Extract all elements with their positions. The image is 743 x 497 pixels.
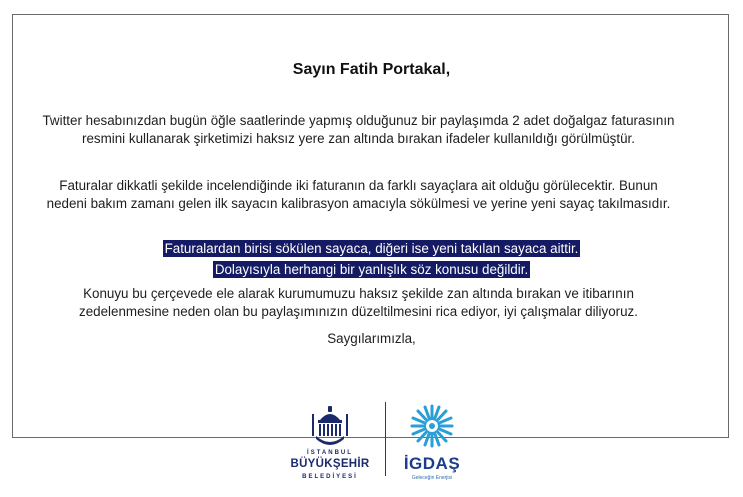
highlight-text-1: Faturalardan birisi sökülen sayaca, diğeri ise yeni takılan sayaca aittir. [164, 241, 579, 256]
ibb-logo-bottom-text: BELEDİYESİ [302, 474, 358, 480]
igdas-tagline-text: Geleceğin Enerjisi [411, 475, 453, 481]
ibb-emblem-icon [282, 404, 378, 450]
letter-paragraph-2: Faturalar dikkatli şekilde incelendiğinde iki faturanın da farklı sayaçlara ait olduğu görülecektir. Bunun nedeni bakım zamanı gelen ilk sayacın kalibrasyon amacıyla sökülmesi ve yerine yeni sayaç takılmasıdır. [46, 178, 671, 211]
highlight-text-2: Dolayısıyla herhangi bir yanlışlık söz konusu değildir. [214, 262, 529, 277]
logo-footer [0, 398, 743, 490]
igdas-logo [396, 402, 468, 486]
ibb-logo-main-text: BÜYÜKŞEHİR [290, 458, 370, 470]
highlight-line-1 [0, 240, 743, 257]
letter-paragraph-1: Twitter hesabınızdan bugün öğle saatlerinde yapmış olduğunuz bir paylaşımda 2 adet doğalgaz faturasının resmini kullanarak şirketimizi haksız yere zan altında bırakan ifadeler kullanıldığı görülmüştür. [42, 113, 675, 146]
ibb-logo [282, 404, 378, 484]
logo-divider [385, 402, 386, 476]
letter-paragraph-5: Konuyu bu çerçevede ele alarak kurumumuzu haksız şekilde zan altında bırakan ve itibarının zedelenmesine neden olan bu paylaşımınızın düzeltilmesini rica ediyor, iyi çalışmalar diliyoruz. [79, 286, 638, 319]
igdas-flame-icon [396, 402, 468, 452]
highlight-line-2 [0, 261, 743, 278]
igdas-logo-text: İGDAŞ [403, 454, 461, 473]
ibb-logo-top-text: İSTANBUL [307, 450, 353, 456]
letter-closing: Saygılarımızla, [327, 331, 416, 346]
letter-greeting: Sayın Fatih Portakal, [292, 61, 451, 78]
